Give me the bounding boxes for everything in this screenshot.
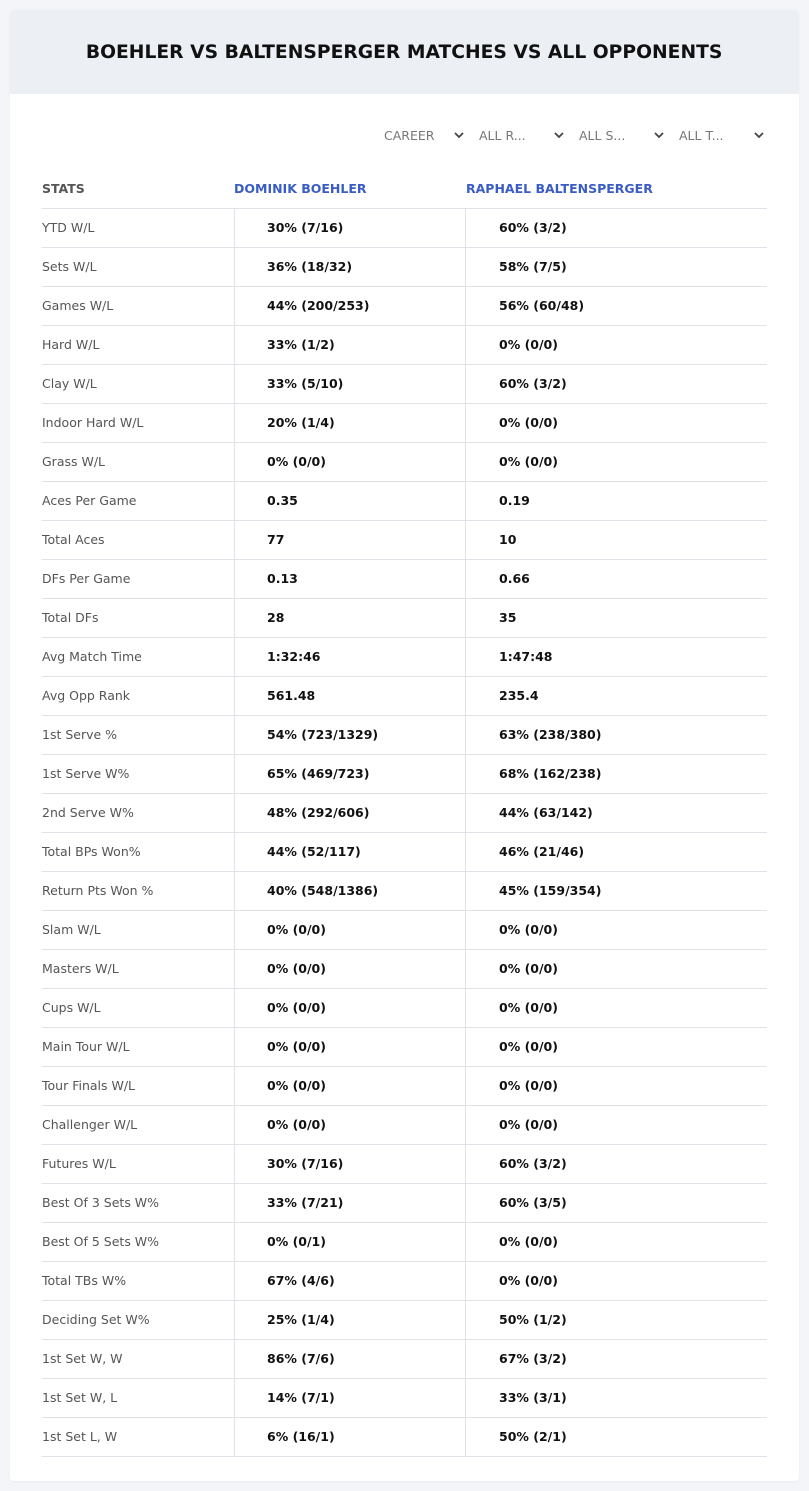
player1-value: 0% (0/0) xyxy=(234,1028,465,1066)
player2-value: 58% (7/5) xyxy=(465,248,767,286)
table-row xyxy=(42,404,767,443)
player1-value: 0% (0/1) xyxy=(234,1223,465,1261)
table-row xyxy=(42,560,767,599)
stat-label: 1st Serve % xyxy=(42,727,118,742)
stat-label: Indoor Hard W/L xyxy=(42,415,144,430)
stat-label: Total BPs Won% xyxy=(42,844,141,859)
player1-value: 6% (16/1) xyxy=(234,1418,465,1456)
chevron-down-icon xyxy=(753,130,765,140)
table-row xyxy=(42,716,767,755)
stat-label: YTD W/L xyxy=(42,220,95,235)
stat-label: Return Pts Won % xyxy=(42,883,154,898)
stat-label: Best Of 5 Sets W% xyxy=(42,1234,160,1249)
stats-table-body xyxy=(42,209,767,1457)
player2-value: 63% (238/380) xyxy=(465,716,767,754)
player1-value: 44% (200/253) xyxy=(234,287,465,325)
player2-value: 0% (0/0) xyxy=(465,326,767,364)
card-header xyxy=(10,10,799,94)
table-row xyxy=(42,521,767,560)
stat-label: Tour Finals W/L xyxy=(42,1078,136,1093)
filter-tournament-label: ALL T... xyxy=(679,128,724,143)
player2-value: 0% (0/0) xyxy=(465,989,767,1027)
player1-value: 65% (469/723) xyxy=(234,755,465,793)
player2-value: 0% (0/0) xyxy=(465,1223,767,1261)
player1-value: 0% (0/0) xyxy=(234,1067,465,1105)
player1-value: 48% (292/606) xyxy=(234,794,465,832)
player2-value: 0% (0/0) xyxy=(465,1262,767,1300)
stat-label: 1st Serve W% xyxy=(42,766,130,781)
table-row xyxy=(42,599,767,638)
table-row xyxy=(42,248,767,287)
table-row xyxy=(42,677,767,716)
player2-value: 50% (1/2) xyxy=(465,1301,767,1339)
player2-value: 10 xyxy=(465,521,767,559)
table-row xyxy=(42,833,767,872)
stat-label: Main Tour W/L xyxy=(42,1039,130,1054)
table-row xyxy=(42,638,767,677)
stats-comparison-card xyxy=(10,10,799,1481)
column-header-stats: STATS xyxy=(42,181,85,196)
player1-value: 86% (7/6) xyxy=(234,1340,465,1378)
stat-label: Aces Per Game xyxy=(42,493,137,508)
chevron-down-icon xyxy=(553,130,565,140)
player2-link[interactable]: RAPHAEL BALTENSPERGER xyxy=(466,181,653,196)
player2-value: 60% (3/2) xyxy=(465,209,767,247)
table-header xyxy=(42,170,767,209)
filter-round-dropdown[interactable] xyxy=(479,126,566,146)
stat-label: Cups W/L xyxy=(42,1000,101,1015)
table-row xyxy=(42,1301,767,1340)
player1-value: 77 xyxy=(234,521,465,559)
player1-value: 0% (0/0) xyxy=(234,443,465,481)
stat-label: Avg Opp Rank xyxy=(42,688,131,703)
stat-label: Total TBs W% xyxy=(42,1273,127,1288)
player1-value: 0% (0/0) xyxy=(234,989,465,1027)
filter-bar xyxy=(384,126,768,146)
table-row xyxy=(42,911,767,950)
player2-value: 60% (3/2) xyxy=(465,365,767,403)
table-row xyxy=(42,989,767,1028)
player1-value: 20% (1/4) xyxy=(234,404,465,442)
stat-label: Slam W/L xyxy=(42,922,101,937)
stat-label: 1st Set W, L xyxy=(42,1390,118,1405)
player1-value: 25% (1/4) xyxy=(234,1301,465,1339)
player1-value: 0% (0/0) xyxy=(234,911,465,949)
filter-period-dropdown[interactable] xyxy=(384,126,466,146)
table-row xyxy=(42,326,767,365)
table-row xyxy=(42,1028,767,1067)
table-row xyxy=(42,482,767,521)
page-title: BOEHLER VS BALTENSPERGER MATCHES VS ALL OPPONENTS xyxy=(86,41,723,63)
player2-value: 67% (3/2) xyxy=(465,1340,767,1378)
stat-label: 2nd Serve W% xyxy=(42,805,134,820)
stat-label: Clay W/L xyxy=(42,376,97,391)
filter-period-label: CAREER xyxy=(384,128,435,143)
player1-value: 0% (0/0) xyxy=(234,1106,465,1144)
table-row xyxy=(42,755,767,794)
player2-value: 0% (0/0) xyxy=(465,1028,767,1066)
player1-value: 0% (0/0) xyxy=(234,950,465,988)
player1-value: 561.48 xyxy=(234,677,465,715)
stat-label: Deciding Set W% xyxy=(42,1312,150,1327)
stat-label: Futures W/L xyxy=(42,1156,116,1171)
player2-value: 0.66 xyxy=(465,560,767,598)
filter-round-label: ALL R... xyxy=(479,128,526,143)
stat-label: 1st Set L, W xyxy=(42,1429,118,1444)
player1-value: 14% (7/1) xyxy=(234,1379,465,1417)
player1-value: 33% (5/10) xyxy=(234,365,465,403)
player2-value: 46% (21/46) xyxy=(465,833,767,871)
player1-value: 0.35 xyxy=(234,482,465,520)
player2-value: 0.19 xyxy=(465,482,767,520)
player2-value: 0% (0/0) xyxy=(465,443,767,481)
player1-value: 36% (18/32) xyxy=(234,248,465,286)
table-row xyxy=(42,1067,767,1106)
stat-label: Masters W/L xyxy=(42,961,119,976)
player1-link[interactable]: DOMINIK BOEHLER xyxy=(234,181,367,196)
table-row xyxy=(42,287,767,326)
stat-label: Sets W/L xyxy=(42,259,97,274)
player2-value: 68% (162/238) xyxy=(465,755,767,793)
player2-value: 0% (0/0) xyxy=(465,1106,767,1144)
player2-value: 235.4 xyxy=(465,677,767,715)
player1-value: 0.13 xyxy=(234,560,465,598)
player2-value: 35 xyxy=(465,599,767,637)
stat-label: 1st Set W, W xyxy=(42,1351,123,1366)
player2-value: 0% (0/0) xyxy=(465,1067,767,1105)
player2-value: 33% (3/1) xyxy=(465,1379,767,1417)
table-row xyxy=(42,1340,767,1379)
stat-label: Total Aces xyxy=(42,532,105,547)
table-row xyxy=(42,209,767,248)
player2-value: 56% (60/48) xyxy=(465,287,767,325)
table-row xyxy=(42,365,767,404)
table-row xyxy=(42,1145,767,1184)
player2-value: 0% (0/0) xyxy=(465,950,767,988)
chevron-down-icon xyxy=(653,130,665,140)
stat-label: Challenger W/L xyxy=(42,1117,138,1132)
table-row xyxy=(42,1262,767,1301)
player1-value: 30% (7/16) xyxy=(234,209,465,247)
player2-value: 50% (2/1) xyxy=(465,1418,767,1456)
player1-value: 54% (723/1329) xyxy=(234,716,465,754)
chevron-down-icon xyxy=(453,130,465,140)
stat-label: Games W/L xyxy=(42,298,114,313)
player1-value: 40% (548/1386) xyxy=(234,872,465,910)
filter-surface-dropdown[interactable] xyxy=(579,126,666,146)
table-row xyxy=(42,872,767,911)
filter-tournament-dropdown[interactable] xyxy=(679,126,766,146)
player2-value: 44% (63/142) xyxy=(465,794,767,832)
player2-value: 60% (3/2) xyxy=(465,1145,767,1183)
stat-label: Best Of 3 Sets W% xyxy=(42,1195,160,1210)
player1-value: 33% (7/21) xyxy=(234,1184,465,1222)
player1-value: 33% (1/2) xyxy=(234,326,465,364)
player1-value: 67% (4/6) xyxy=(234,1262,465,1300)
stat-label: Grass W/L xyxy=(42,454,106,469)
player1-value: 28 xyxy=(234,599,465,637)
player1-value: 30% (7/16) xyxy=(234,1145,465,1183)
table-row xyxy=(42,1184,767,1223)
player2-value: 1:47:48 xyxy=(465,638,767,676)
table-row xyxy=(42,1418,767,1457)
stat-label: Total DFs xyxy=(42,610,99,625)
stat-label: Avg Match Time xyxy=(42,649,142,664)
player2-value: 60% (3/5) xyxy=(465,1184,767,1222)
table-row xyxy=(42,443,767,482)
player2-value: 45% (159/354) xyxy=(465,872,767,910)
table-row xyxy=(42,1379,767,1418)
table-row xyxy=(42,950,767,989)
filter-surface-label: ALL S... xyxy=(579,128,626,143)
player2-value: 0% (0/0) xyxy=(465,404,767,442)
stat-label: DFs Per Game xyxy=(42,571,131,586)
table-row xyxy=(42,1223,767,1262)
table-row xyxy=(42,794,767,833)
stat-label: Hard W/L xyxy=(42,337,100,352)
player1-value: 1:32:46 xyxy=(234,638,465,676)
table-row xyxy=(42,1106,767,1145)
player1-value: 44% (52/117) xyxy=(234,833,465,871)
player2-value: 0% (0/0) xyxy=(465,911,767,949)
